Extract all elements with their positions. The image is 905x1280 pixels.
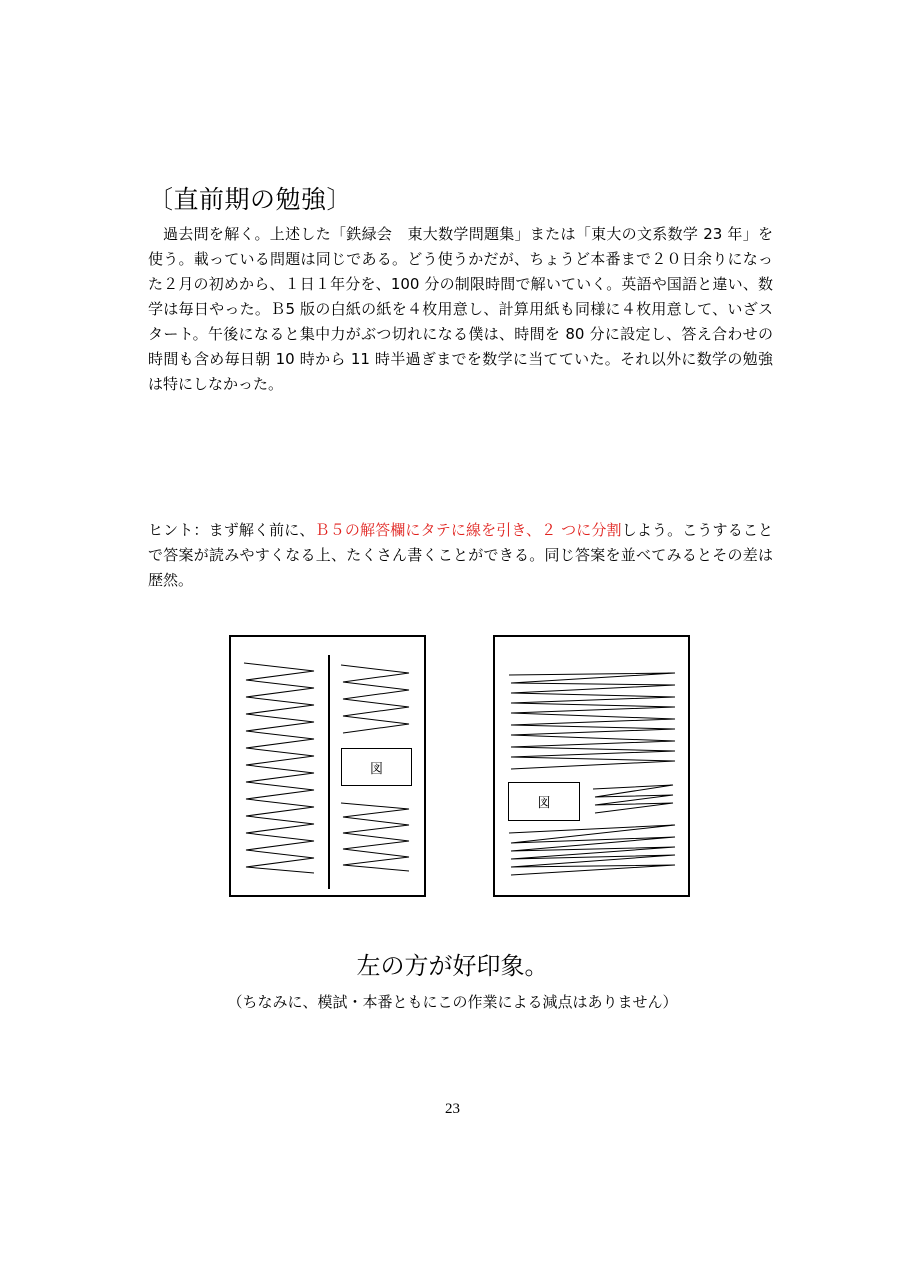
scribble-beside-figure <box>593 785 673 813</box>
note-text: （ちなみに、模試・本番ともにこの作業による減点はありません） <box>227 993 678 1011</box>
hint-text-before: ヒント：まず解く前に、 <box>148 521 315 539</box>
hint-text-after: しよう。こうすることで答案が読みやすくなる上、たくさん書くことができる。同じ答案を並べてみるとその差は歴然。 <box>148 521 773 589</box>
figure-box-label: 図 <box>508 782 580 821</box>
body-paragraph: 過去問を解く。上述した「鉄緑会 東大数学問題集」または「東大の文系数学 23 年」を使う。載っている問題は同じである。どう使うかだが、ちょうど本番まで２０日余りになった２月の初めから、１日１年分を、100 分の制限時間で解いていく。英語や国語と違い、数学は毎日やった。Ｂ5 版の白紙の紙を４枚用意し、計算用紙も同様に４枚用意して、いざスタート。午後になると集中力がぶつ切れになる僕は、時間を 80 分に設定し、答え合わせの時間も含め毎日朝 10 時から 11 時半過ぎまでを数学に当てていた。それ以外に数学の勉強は特にしなかった。 <box>148 225 773 393</box>
figure-box-label: 図 <box>341 748 412 786</box>
scribble-right-column-top <box>341 665 409 733</box>
conclusion-text: 左の方が好印象。 <box>356 952 549 980</box>
section-title: 〔直前期の勉強〕 <box>148 185 353 214</box>
scribble-full-width-top <box>509 673 675 769</box>
scribble-right-column-bottom <box>341 803 409 871</box>
figure-full-width-drawing <box>495 637 688 895</box>
figure-full-width-answer <box>493 635 690 897</box>
hint-emphasis: Ｂ５の解答欄にタテに線を引き、２ つに分割 <box>314 521 622 539</box>
scribble-full-width-bottom <box>509 825 675 875</box>
page-number: 23 <box>445 1101 460 1117</box>
hint-paragraph <box>148 518 773 593</box>
scribble-left-column <box>244 663 314 873</box>
figure-two-column-answer <box>229 635 426 897</box>
